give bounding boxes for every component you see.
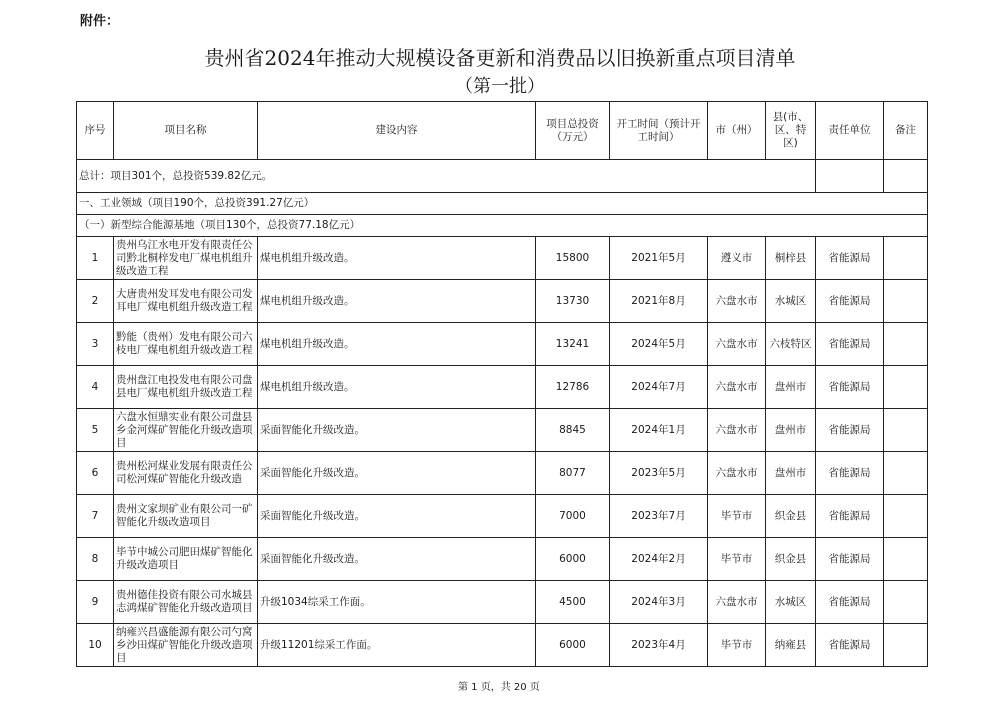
row-content: 煤电机组升级改造。 <box>258 237 536 280</box>
row-unit: 省能源局 <box>816 366 884 409</box>
row-name: 贵州盘江电投发电有限公司盘县电厂煤电机组升级改造工程 <box>114 366 258 409</box>
row-content: 采面智能化升级改造。 <box>258 495 536 538</box>
row-city: 六盘水市 <box>708 452 766 495</box>
row-city: 毕节市 <box>708 538 766 581</box>
total-note-cell <box>884 160 928 193</box>
row-start: 2021年5月 <box>610 237 708 280</box>
row-seq: 9 <box>77 581 114 624</box>
table-row <box>77 323 928 366</box>
row-city: 六盘水市 <box>708 409 766 452</box>
subsection-energy-base: （一）新型综合能源基地（项目130个，总投资77.18亿元） <box>77 215 928 237</box>
row-county: 织金县 <box>766 495 816 538</box>
row-start: 2024年1月 <box>610 409 708 452</box>
section-industry: 一、工业领域（项目190个，总投资391.27亿元） <box>77 193 928 215</box>
row-seq: 1 <box>77 237 114 280</box>
row-start: 2024年7月 <box>610 366 708 409</box>
row-seq: 2 <box>77 280 114 323</box>
row-start: 2024年3月 <box>610 581 708 624</box>
row-county: 盘州市 <box>766 409 816 452</box>
row-note <box>884 366 928 409</box>
row-investment: 6000 <box>536 624 610 667</box>
header-county: 县(市、区、特区) <box>766 102 816 160</box>
row-content: 采面智能化升级改造。 <box>258 452 536 495</box>
row-content: 煤电机组升级改造。 <box>258 323 536 366</box>
row-seq: 7 <box>77 495 114 538</box>
row-unit: 省能源局 <box>816 452 884 495</box>
row-county: 水城区 <box>766 280 816 323</box>
row-city: 毕节市 <box>708 495 766 538</box>
row-city: 毕节市 <box>708 624 766 667</box>
row-name: 贵州乌江水电开发有限责任公司黔北桐梓发电厂煤电机组升级改造工程 <box>114 237 258 280</box>
table-row <box>77 495 928 538</box>
attachment-label: 附件： <box>80 14 120 29</box>
table-header-row <box>77 102 928 160</box>
row-city: 六盘水市 <box>708 366 766 409</box>
row-investment: 6000 <box>536 538 610 581</box>
row-unit: 省能源局 <box>816 624 884 667</box>
row-county: 盘州市 <box>766 452 816 495</box>
row-unit: 省能源局 <box>816 495 884 538</box>
row-content: 采面智能化升级改造。 <box>258 409 536 452</box>
row-name: 贵州松河煤业发展有限责任公司松河煤矿智能化升级改造 <box>114 452 258 495</box>
row-city: 遵义市 <box>708 237 766 280</box>
row-county: 织金县 <box>766 538 816 581</box>
row-content: 煤电机组升级改造。 <box>258 280 536 323</box>
row-note <box>884 624 928 667</box>
row-city: 六盘水市 <box>708 280 766 323</box>
row-investment: 15800 <box>536 237 610 280</box>
header-city: 市（州） <box>708 102 766 160</box>
row-county: 水城区 <box>766 581 816 624</box>
row-note <box>884 323 928 366</box>
row-county: 桐梓县 <box>766 237 816 280</box>
table-row <box>77 366 928 409</box>
row-content: 升级1034综采工作面。 <box>258 581 536 624</box>
project-table <box>76 101 928 667</box>
row-start: 2023年4月 <box>610 624 708 667</box>
row-seq: 6 <box>77 452 114 495</box>
row-content: 采面智能化升级改造。 <box>258 538 536 581</box>
header-content: 建设内容 <box>258 102 536 160</box>
row-note <box>884 581 928 624</box>
row-note <box>884 495 928 538</box>
table-row <box>77 280 928 323</box>
row-unit: 省能源局 <box>816 409 884 452</box>
row-unit: 省能源局 <box>816 323 884 366</box>
header-note: 备注 <box>884 102 928 160</box>
table-body <box>77 237 928 667</box>
row-start: 2021年8月 <box>610 280 708 323</box>
total-text: 总计：项目301个，总投资539.82亿元。 <box>77 160 816 193</box>
row-note <box>884 409 928 452</box>
row-start: 2024年2月 <box>610 538 708 581</box>
row-content: 煤电机组升级改造。 <box>258 366 536 409</box>
row-city: 六盘水市 <box>708 323 766 366</box>
row-unit: 省能源局 <box>816 581 884 624</box>
row-county: 六枝特区 <box>766 323 816 366</box>
row-name: 六盘水恒鼎实业有限公司盘县乡金河煤矿智能化升级改造项目 <box>114 409 258 452</box>
table-row <box>77 452 928 495</box>
row-name: 大唐贵州发耳发电有限公司发耳电厂煤电机组升级改造工程 <box>114 280 258 323</box>
row-note <box>884 237 928 280</box>
document-title: 贵州省2024年推动大规模设备更新和消费品以旧换新重点项目清单 <box>204 46 796 70</box>
header-start: 开工时间（预计开工时间） <box>610 102 708 160</box>
row-name: 贵州文家坝矿业有限公司一矿智能化升级改造项目 <box>114 495 258 538</box>
row-city: 六盘水市 <box>708 581 766 624</box>
row-start: 2024年5月 <box>610 323 708 366</box>
row-content: 升级11201综采工作面。 <box>258 624 536 667</box>
header-name: 项目名称 <box>114 102 258 160</box>
row-county: 盘州市 <box>766 366 816 409</box>
row-unit: 省能源局 <box>816 538 884 581</box>
row-county: 纳雍县 <box>766 624 816 667</box>
table-row <box>77 581 928 624</box>
row-investment: 13241 <box>536 323 610 366</box>
row-seq: 10 <box>77 624 114 667</box>
row-investment: 12786 <box>536 366 610 409</box>
row-seq: 4 <box>77 366 114 409</box>
row-seq: 3 <box>77 323 114 366</box>
row-unit: 省能源局 <box>816 280 884 323</box>
header-investment: 项目总投资（万元） <box>536 102 610 160</box>
row-investment: 7000 <box>536 495 610 538</box>
row-investment: 4500 <box>536 581 610 624</box>
section-row <box>77 193 928 215</box>
document-subtitle: （第一批） <box>455 76 545 97</box>
total-unit-cell <box>816 160 884 193</box>
table-row <box>77 624 928 667</box>
subsection-row <box>77 215 928 237</box>
row-name: 贵州德佳投资有限公司水城县志鸿煤矿智能化升级改造项目 <box>114 581 258 624</box>
total-row <box>77 160 928 193</box>
row-investment: 8077 <box>536 452 610 495</box>
row-investment: 13730 <box>536 280 610 323</box>
row-note <box>884 538 928 581</box>
row-start: 2023年5月 <box>610 452 708 495</box>
row-unit: 省能源局 <box>816 237 884 280</box>
row-name: 纳雍兴昌盛能源有限公司勺窝乡沙田煤矿智能化升级改造项目 <box>114 624 258 667</box>
row-note <box>884 280 928 323</box>
header-unit: 责任单位 <box>816 102 884 160</box>
row-seq: 5 <box>77 409 114 452</box>
row-start: 2023年7月 <box>610 495 708 538</box>
row-name: 毕节中城公司肥田煤矿智能化升级改造项目 <box>114 538 258 581</box>
row-seq: 8 <box>77 538 114 581</box>
table-row <box>77 538 928 581</box>
table-row <box>77 237 928 280</box>
page-footer: 第 1 页，共 20 页 <box>455 678 543 693</box>
row-investment: 8845 <box>536 409 610 452</box>
header-seq: 序号 <box>77 102 114 160</box>
row-note <box>884 452 928 495</box>
row-name: 黔能（贵州）发电有限公司六枝电厂煤电机组升级改造工程 <box>114 323 258 366</box>
table-row <box>77 409 928 452</box>
